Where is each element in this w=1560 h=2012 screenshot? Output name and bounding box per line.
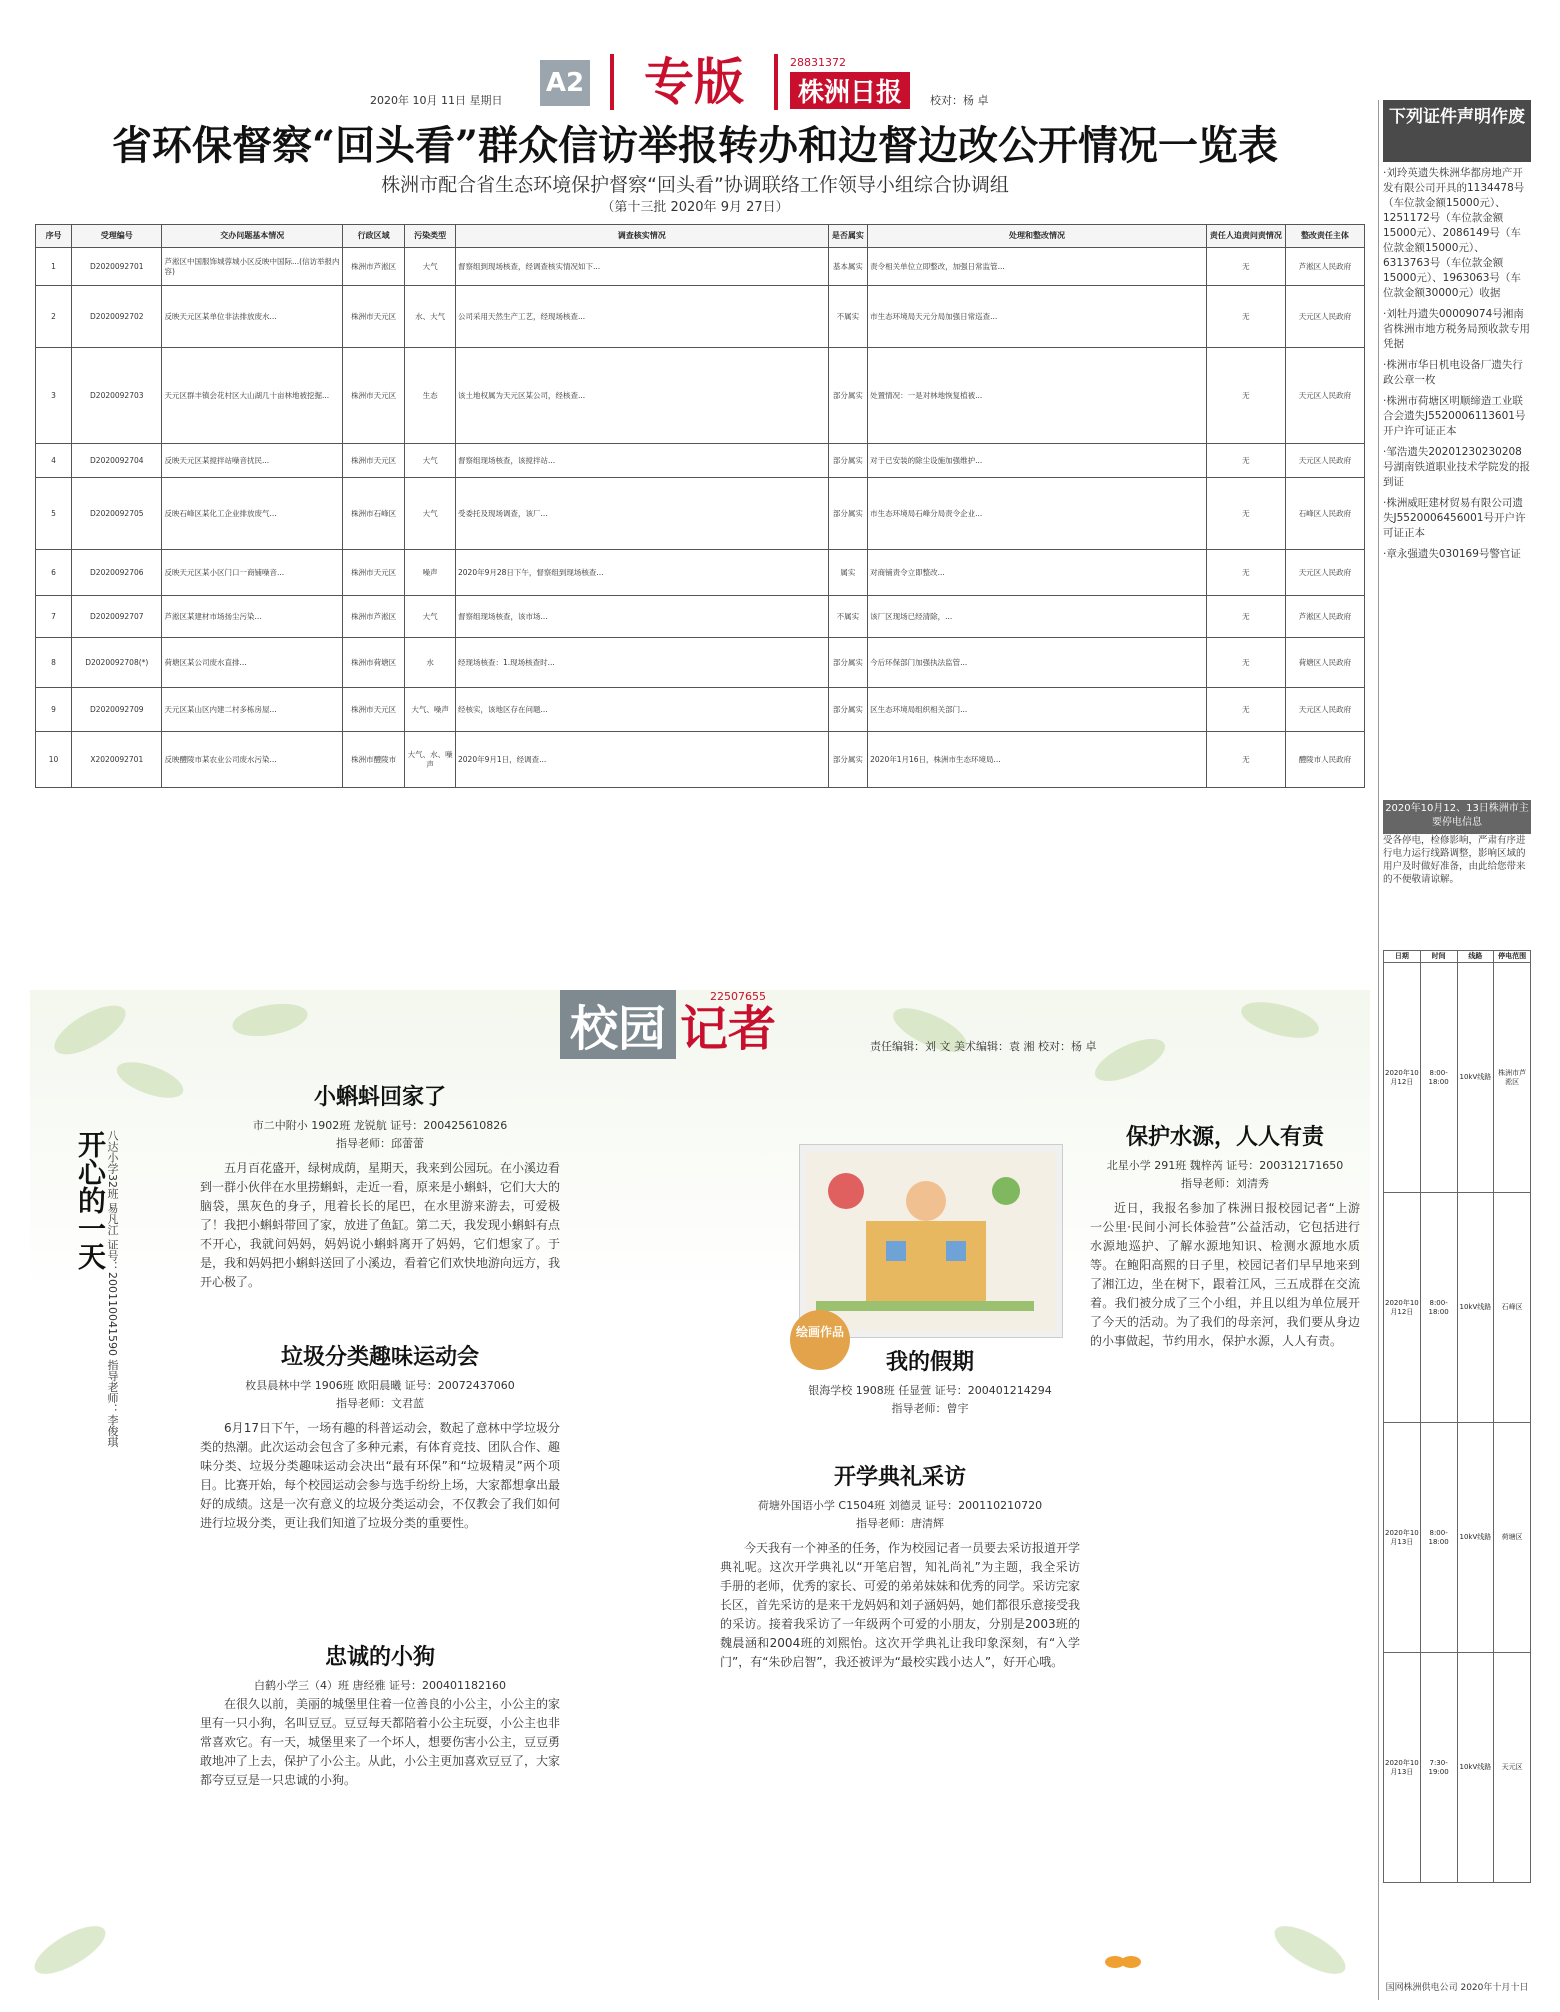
table-cell-no: 4 (36, 444, 72, 478)
table-cell-desc: 反映天元区某单位非法排放废水... (162, 286, 343, 348)
article-body (1090, 1199, 1360, 1351)
table-cell-account: 无 (1206, 688, 1285, 732)
page-number-badge: A2 (540, 60, 590, 106)
table-row (36, 596, 1365, 638)
table-header-cell: 整改责任主体 (1285, 225, 1364, 248)
outage-cell-range: 天元区 (1494, 1653, 1531, 1883)
table-cell-area: 株洲市天元区 (343, 348, 405, 444)
table-cell-handle: 对商铺责令立即整改... (868, 550, 1207, 596)
table-row (36, 348, 1365, 444)
outage-cell-date: 2020年10月13日 (1384, 1423, 1421, 1653)
table-cell-handle: 区生态环境局组织相关部门... (868, 688, 1207, 732)
table-cell-account: 无 (1206, 478, 1285, 550)
article-title: 我的假期 (885, 1349, 974, 1375)
table-cell-owner: 天元区人民政府 (1285, 688, 1364, 732)
outage-row (1384, 963, 1531, 1193)
table-cell-account: 无 (1206, 444, 1285, 478)
table-header-cell: 调查核实情况 (456, 225, 829, 248)
table-cell-verify: 督察组到现场核查，经调查核实情况如下... (456, 248, 829, 286)
article-advisor: 指导老师：邱蕾蕾 (336, 1137, 424, 1150)
table-cell-true: 部分属实 (828, 732, 868, 788)
table-row (36, 286, 1365, 348)
table-cell-area: 株洲市天元区 (343, 444, 405, 478)
void-notice-item: ·株洲市荷塘区明顺缔造工业联合会遗失J5520006113601号开户许可证正本 (1383, 395, 1526, 437)
void-notice-item: ·章永强遗失030169号警官证 (1383, 548, 1521, 560)
table-cell-owner: 芦淞区人民政府 (1285, 248, 1364, 286)
vertical-article (70, 1130, 130, 1510)
table-cell-handle: 市生态环境局天元分局加强日常巡查... (868, 286, 1207, 348)
table-cell-owner: 芦淞区人民政府 (1285, 596, 1364, 638)
table-cell-true: 不属实 (828, 286, 868, 348)
table-cell-handle: 2020年1月16日，株洲市生态环境局... (868, 732, 1207, 788)
table-cell-no: 8 (36, 638, 72, 688)
article-byline: 荷塘外国语小学 C1504班 刘德灵 证号：200110210720 (757, 1499, 1043, 1512)
article-title: 保护水源，人人有责 (1125, 1124, 1324, 1150)
outage-header-cell: 线路 (1457, 951, 1494, 963)
outage-row (1384, 1423, 1531, 1653)
outage-cell-range: 荷塘区 (1494, 1423, 1531, 1653)
table-cell-no: 9 (36, 688, 72, 732)
article-loyal-dog (200, 1640, 560, 1790)
table-cell-id: D2020092703 (72, 348, 162, 444)
table-cell-type: 大气 (405, 444, 456, 478)
table-cell-true: 不属实 (828, 596, 868, 638)
newspaper-logo: 株洲日报 (790, 72, 910, 109)
table-cell-owner: 荷塘区人民政府 (1285, 638, 1364, 688)
outage-row (1384, 1193, 1531, 1423)
table-cell-account: 无 (1206, 732, 1285, 788)
article-byline: 北星小学 291班 魏梓芮 证号：200312171650 (1106, 1159, 1344, 1172)
article-body (720, 1539, 1080, 1672)
outage-cell-time: 8:00-18:00 (1420, 963, 1457, 1193)
table-cell-id: X2020092701 (72, 732, 162, 788)
table-cell-true: 基本属实 (828, 248, 868, 286)
table-cell-type: 生态 (405, 348, 456, 444)
table-cell-handle: 今后环保部门加强执法监管... (868, 638, 1207, 688)
table-cell-type: 大气 (405, 478, 456, 550)
table-cell-desc: 反映天元区某搅拌站噪音扰民... (162, 444, 343, 478)
article-protect-water (1090, 1120, 1360, 1351)
void-notice-heading: 下列证件声明作废 (1383, 100, 1531, 162)
article-advisor: 指导老师：曾宇 (891, 1402, 969, 1415)
article-body (200, 1159, 560, 1292)
table-cell-desc: 天元区某山区内建二村多栋房屋... (162, 688, 343, 732)
table-cell-id: D2020092704 (72, 444, 162, 478)
table-row (36, 732, 1365, 788)
table-row (36, 638, 1365, 688)
table-cell-account: 无 (1206, 248, 1285, 286)
table-cell-account: 无 (1206, 596, 1285, 638)
table-cell-type: 水 (405, 638, 456, 688)
article-title: 忠诚的小狗 (324, 1644, 435, 1670)
table-cell-handle: 处置情况：一是对林地恢复植被... (868, 348, 1207, 444)
table-cell-type: 大气 (405, 596, 456, 638)
outage-header-cell: 日期 (1384, 951, 1421, 963)
table-cell-area: 株洲市石峰区 (343, 478, 405, 550)
table-cell-true: 部分属实 (828, 444, 868, 478)
article-tadpole (200, 1080, 560, 1292)
table-header-cell: 受理编号 (72, 225, 162, 248)
table-cell-verify: 督察组现场核查，该搅拌站... (456, 444, 829, 478)
table-header-cell: 交办问题基本情况 (162, 225, 343, 248)
table-cell-desc: 反映醴陵市某农业公司废水污染... (162, 732, 343, 788)
table-cell-no: 10 (36, 732, 72, 788)
article-advisor: 指导老师：文君蓝 (336, 1397, 424, 1410)
outage-cell-time: 7:30-19:00 (1420, 1653, 1457, 1883)
issue-date: 2020年 10月 11日 星期日 (370, 94, 503, 107)
table-cell-area: 株洲市天元区 (343, 550, 405, 596)
article-opening-ceremony (720, 1460, 1080, 1672)
table-cell-verify: 受委托及现场调查，该厂... (456, 478, 829, 550)
page-editors: 校对：杨 卓 (930, 94, 989, 107)
power-outage-intro: 受各停电，检修影响，严肃有序进行电力运行线路调整，影响区域的用户及时做好准备，由此给您带来的不便敬请谅解。 (1383, 835, 1526, 885)
void-notice-item: ·邹浩遗失20201230230208号湖南铁道职业技术学院发的报到证 (1383, 446, 1530, 488)
table-cell-desc: 芦淞区某建材市场扬尘污染... (162, 596, 343, 638)
void-notice-item: ·株洲威旺建材贸易有限公司遗失J5520006456001号开户许可证正本 (1383, 497, 1526, 539)
table-cell-id: D2020092708(*) (72, 638, 162, 688)
table-cell-type: 大气、噪声 (405, 688, 456, 732)
section-title: 专版 (610, 54, 778, 110)
outage-cell-line: 10kV线路 (1457, 1423, 1494, 1653)
table-header-cell: 责任人追责问责情况 (1206, 225, 1285, 248)
table-body (36, 248, 1365, 788)
table-cell-account: 无 (1206, 638, 1285, 688)
drawing-artwork (800, 1145, 1062, 1337)
outage-cell-date: 2020年10月13日 (1384, 1653, 1421, 1883)
outage-cell-line: 10kV线路 (1457, 963, 1494, 1193)
table-cell-verify: 2020年9月28日下午，督察组到现场核查... (456, 550, 829, 596)
article-paragraph: 在很久以前，美丽的城堡里住着一位善良的小公主，小公主的家里有一只小狗，名叫豆豆。豆豆每天都陪着小公主玩耍，小公主也非常喜欢它。有一天，城堡里来了一个坏人，想要伤害小公主，豆豆勇敢地冲了上去，保护了小公主。从此，小公主更加喜欢豆豆了，大家都夸豆豆是一只忠诚的小狗。 (200, 1697, 561, 1787)
table-cell-desc: 反映天元区某小区门口一商铺噪音... (162, 550, 343, 596)
table-row (36, 248, 1365, 286)
table-cell-verify: 督察组现场核查，该市场... (456, 596, 829, 638)
outage-header-cell: 时间 (1420, 951, 1457, 963)
table-header-cell: 是否属实 (828, 225, 868, 248)
outage-row (1384, 1653, 1531, 1883)
table-cell-verify: 2020年9月1日，经调查... (456, 732, 829, 788)
void-notices-list (1383, 166, 1531, 568)
table-cell-true: 部分属实 (828, 688, 868, 732)
table-header-cell: 行政区域 (343, 225, 405, 248)
drawing-image (806, 1151, 1044, 1319)
table-cell-verify: 经现场核查：1.现场核查时... (456, 638, 829, 688)
void-notice-item: ·株洲市华日机电设备厂遗失行政公章一枚 (1383, 359, 1523, 386)
article-body (200, 1419, 560, 1533)
outage-cell-range: 株洲市芦淞区 (1494, 963, 1531, 1193)
table-cell-desc: 荷塘区某公司废水直排... (162, 638, 343, 688)
article-paragraph: 今天我有一个神圣的任务，作为校园记者一员要去采访报道开学典礼呢。这次开学典礼以“开笔启智，知礼尚礼”为主题，我全采访手册的老师，优秀的家长、可爱的弟弟妹妹和优秀的同学。采访完家长区，首先采访的是来干龙妈妈和刘子涵妈妈，她们都很乐意接受我的采访。接着我采访了一年级两个可爱的小朋友，分别是2003班的魏晨涵和2004班的刘熙怡。这次开学典礼让我印象深刻，有“入学门”，有“朱砂启智”，我还被评为“最校实践小达人”，好开心哦。 (720, 1541, 1081, 1669)
article-advisor: 指导老师：唐清辉 (856, 1517, 944, 1530)
article-paragraph: 近日，我报名参加了株洲日报校园记者“上游一公里·民间小河长体验营”公益活动，它包括进行水源地巡护、了解水源地知识、检测水源地水质等。在鲍阳高熙的日子里，校园记者们早早地来到了湘江边，坐在树下，跟着江风，三五成群在交流着。我们被分成了三个小组，并且以组为单位展开了今天的活动。为了我们的母亲河，我们要从身边的小事做起，节约用水，保护水源，人人有责。 (1090, 1201, 1360, 1348)
table-cell-handle: 市生态环境局石峰分局责令企业... (868, 478, 1207, 550)
campus-editors: 责任编辑：刘 文 美术编辑：袁 湘 校对：杨 卓 (870, 1040, 1097, 1053)
table-cell-verify: 该土地权属为天元区某公司，经核查... (456, 348, 829, 444)
table-row (36, 478, 1365, 550)
page-header (30, 50, 1390, 110)
table-cell-type: 大气、水、噪声 (405, 732, 456, 788)
table-header-row (36, 225, 1365, 248)
outage-cell-date: 2020年10月12日 (1384, 1193, 1421, 1423)
table-cell-true: 属实 (828, 550, 868, 596)
table-cell-no: 1 (36, 248, 72, 286)
table-cell-id: D2020092709 (72, 688, 162, 732)
vertical-article-byline: 八达小学32班 易凡江 证号：200110041590 指导老师：李俊琪 (106, 1130, 119, 1448)
table-cell-area: 株洲市天元区 (343, 286, 405, 348)
table-cell-verify: 经核实，该地区存在问题... (456, 688, 829, 732)
table-cell-type: 水、大气 (405, 286, 456, 348)
table-cell-true: 部分属实 (828, 478, 868, 550)
table-cell-area: 株洲市醴陵市 (343, 732, 405, 788)
table-row (36, 688, 1365, 732)
table-cell-owner: 天元区人民政府 (1285, 348, 1364, 444)
vertical-article-title: 开心的一天 (74, 1130, 107, 1270)
table-cell-no: 2 (36, 286, 72, 348)
table-cell-id: D2020092706 (72, 550, 162, 596)
right-column (1378, 100, 1531, 2000)
article-advisor: 指导老师：刘清秀 (1181, 1177, 1269, 1190)
table-cell-owner: 天元区人民政府 (1285, 550, 1364, 596)
article-body (200, 1695, 560, 1790)
table-cell-no: 3 (36, 348, 72, 444)
table-cell-account: 无 (1206, 286, 1285, 348)
article-paragraph: 五月百花盛开，绿树成荫，星期天，我来到公园玩。在小溪边看到一群小伙伴在水里捞蝌蚪，走近一看，原来是小蝌蚪，它们大大的脑袋，黑灰色的身子，甩着长长的尾巴，在水里游来游去，可爱极了！我把小蝌蚪带回了家，放进了鱼缸。第二天，我发现小蝌蚪有点不开心，我就问妈妈，妈妈说小蝌蚪离开了妈妈，它们想家了。于是，我和妈妈把小蝌蚪送回了小溪边，看着它们欢快地游向远方，我开心极了。 (200, 1161, 561, 1289)
table-cell-true: 部分属实 (828, 348, 868, 444)
outage-cell-line: 10kV线路 (1457, 1193, 1494, 1423)
article-byline: 市二中附小 1902班 龙锐航 证号：200425610826 (252, 1119, 508, 1132)
table-cell-id: D2020092702 (72, 286, 162, 348)
table-cell-id: D2020092701 (72, 248, 162, 286)
campus-title-suffix: 记者 (680, 1001, 777, 1057)
table-cell-verify: 公司采用天然生产工艺，经现场核查... (456, 286, 829, 348)
table-cell-no: 7 (36, 596, 72, 638)
table-cell-owner: 天元区人民政府 (1285, 444, 1364, 478)
table-cell-type: 大气 (405, 248, 456, 286)
table-cell-area: 株洲市芦淞区 (343, 596, 405, 638)
table-cell-no: 6 (36, 550, 72, 596)
outage-cell-time: 8:00-18:00 (1420, 1193, 1457, 1423)
article-byline: 银海学校 1908班 任显萱 证号：200401214294 (808, 1384, 1052, 1397)
article-byline: 枚县晨林中学 1906班 欧阳晨曦 证号：20072437060 (245, 1379, 515, 1392)
table-cell-owner: 天元区人民政府 (1285, 286, 1364, 348)
outage-header-cell: 停电范围 (1494, 951, 1531, 963)
petition-table (35, 224, 1365, 788)
article-title: 小蝌蚪回家了 (313, 1084, 446, 1110)
article-title: 垃圾分类趣味运动会 (280, 1344, 479, 1370)
power-outage-footer: 国网株洲供电公司 2020年十月十日 (1385, 1983, 1529, 1993)
article-my-holiday (780, 1345, 1080, 1424)
table-cell-account: 无 (1206, 550, 1285, 596)
outage-header-row (1384, 951, 1531, 963)
power-outage-heading: 2020年10月12、13日株洲市主要停电信息 (1383, 800, 1531, 834)
hotline-number: 28831372 (790, 56, 846, 69)
table-cell-true: 部分属实 (828, 638, 868, 688)
table-cell-handle: 对于已安装的除尘设施加强维护... (868, 444, 1207, 478)
table-header-cell: 处理和整改情况 (868, 225, 1207, 248)
drawing-badge: 绘画作品 (790, 1310, 850, 1370)
campus-title-main: 校园 (560, 990, 676, 1059)
table-cell-area: 株洲市荷塘区 (343, 638, 405, 688)
table-cell-handle: 该厂区现场已经清除，... (868, 596, 1207, 638)
void-notice-item: ·刘玲英遗失株洲华都房地产开发有限公司开具的1134478号（车位款金额15000元）、1251172号（车位款金额15000元）、2086149号（车位款金额15000元）、6313763号（车位款金额15000元）、1963063号（车位款金额30000元）收据 (1383, 167, 1525, 299)
article-paragraph: 6月17日下午，一场有趣的科普运动会，数起了意林中学垃圾分类的热潮。此次运动会包含了多种元素，有体育竞技、团队合作、趣味分类、垃圾分类趣味运动会决出“最有环保”和“垃圾精灵”两个项目。比赛开始，每个校园运动会参与选手纷纷上场，大家都想拿出最好的成绩。这是一次有意义的垃圾分类运动会，不仅教会了我们如何进行垃圾分类，更让我们知道了垃圾分类的重要性。 (200, 1421, 561, 1530)
table-cell-owner: 石峰区人民政府 (1285, 478, 1364, 550)
table-header-cell: 序号 (36, 225, 72, 248)
outage-cell-time: 8:00-18:00 (1420, 1423, 1457, 1653)
table-cell-desc: 反映石峰区某化工企业排放废气... (162, 478, 343, 550)
article-byline: 白鹤小学三（4）班 唐经雅 证号：200401182160 (254, 1679, 506, 1692)
table-cell-area: 株洲市芦淞区 (343, 248, 405, 286)
article-title: 开学典礼采访 (833, 1464, 966, 1490)
article-sorting-games (200, 1340, 560, 1533)
table-cell-desc: 天元区群丰镇会花村区大山湖几十亩林地被挖掘... (162, 348, 343, 444)
table-cell-area: 株洲市天元区 (343, 688, 405, 732)
outage-cell-line: 10kV线路 (1457, 1653, 1494, 1883)
main-headline: 省环保督察“回头看”群众信访举报转办和边督边改公开情况一览表 (111, 122, 1278, 169)
power-outage-table (1383, 950, 1531, 1883)
table-cell-type: 噪声 (405, 550, 456, 596)
headline-subtitle: 株洲市配合省生态环境保护督察“回头看”协调联络工作领导小组综合协调组 (381, 174, 1009, 196)
table-row (36, 550, 1365, 596)
table-header-cell: 污染类型 (405, 225, 456, 248)
table-row (36, 444, 1365, 478)
table-cell-no: 5 (36, 478, 72, 550)
table-cell-account: 无 (1206, 348, 1285, 444)
table-cell-id: D2020092705 (72, 478, 162, 550)
table-cell-desc: 芦淞区中国服饰城蓉城小区反映中国际...(信访举报内容) (162, 248, 343, 286)
batch-info: （第十三批 2020年 9月 27日） (601, 200, 789, 215)
campus-hotline: 22507655 (710, 990, 766, 1003)
outage-cell-date: 2020年10月12日 (1384, 963, 1421, 1193)
table-cell-id: D2020092707 (72, 596, 162, 638)
outage-cell-range: 石峰区 (1494, 1193, 1531, 1423)
table-cell-owner: 醴陵市人民政府 (1285, 732, 1364, 788)
void-notice-item: ·刘牡丹遗失00009074号湘南省株洲市地方税务局预收款专用凭据 (1383, 308, 1530, 350)
table-cell-handle: 责令相关单位立即整改，加强日常监管... (868, 248, 1207, 286)
